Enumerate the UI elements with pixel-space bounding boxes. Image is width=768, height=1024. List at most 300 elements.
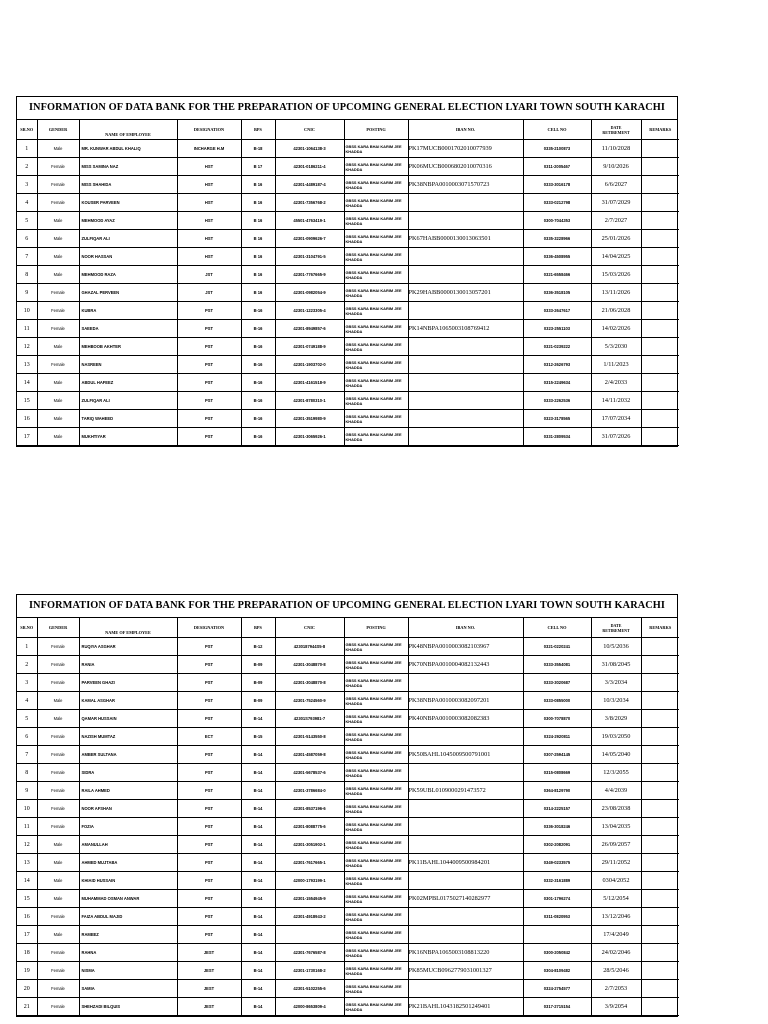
cell-remarks xyxy=(641,908,679,926)
cell-cnic: 42301-3104791-5 xyxy=(275,248,344,266)
cell-posting: GBSS KARA BHAI KARIM JEE KHADDA xyxy=(344,320,408,338)
cell-cnic: 42301-8780310-1 xyxy=(275,392,344,410)
cell-employee-name: MEHBOOB AKHTER xyxy=(79,338,177,356)
table-row xyxy=(17,782,679,800)
cell-bps: B-14 xyxy=(241,908,275,926)
table-row xyxy=(17,248,679,266)
cell-posting: GBSS KARA BHAI KARIM JEE KHADDA xyxy=(344,944,408,962)
cell-posting: GBSS KARA BHAI KARIM JEE KHADDA xyxy=(344,908,408,926)
table-row xyxy=(17,320,679,338)
cell-remarks xyxy=(641,746,679,764)
cell-employee-name: RUQIYA ASGHAR xyxy=(79,638,177,656)
cell-bps: B 16 xyxy=(241,194,275,212)
cell-retirement-date: 9/10/2026 xyxy=(591,158,641,176)
cell-phone: 0301-1796274 xyxy=(523,890,591,908)
cell-bps: B-12 xyxy=(241,638,275,656)
cell-retirement-date: 19/03/2050 xyxy=(591,728,641,746)
table-row xyxy=(17,926,679,944)
header-name: NAME OF EMPLOYEE xyxy=(79,618,177,638)
cell-cnic: 42301-3048870-8 xyxy=(275,674,344,692)
cell-employee-name: NOOR HASSAN xyxy=(79,248,177,266)
cell-iban xyxy=(408,908,523,926)
cell-remarks xyxy=(641,944,679,962)
cell-designation: PST xyxy=(177,836,241,854)
cell-gender: Male xyxy=(37,266,79,284)
cell-remarks xyxy=(641,194,679,212)
cell-remarks xyxy=(641,302,679,320)
cell-retirement-date: 2/4/2033 xyxy=(591,374,641,392)
cell-employee-name: SAEEDA xyxy=(79,320,177,338)
cell-retirement-date: 14/04/2025 xyxy=(591,248,641,266)
cell-bps: B-14 xyxy=(241,926,275,944)
cell-cnic: 45501-4763419-1 xyxy=(275,212,344,230)
cell-employee-name: SIDRA xyxy=(79,764,177,782)
cell-posting: GBSS KARA BHAI KARIM JEE KHADDA xyxy=(344,638,408,656)
cell-designation: PST xyxy=(177,320,241,338)
cell-iban: PK21BAHL1043182501249401 xyxy=(408,998,523,1016)
cell-gender: Female xyxy=(37,980,79,998)
cell-posting: GBSS KARA BHAI KARIM JEE KHADDA xyxy=(344,374,408,392)
cell-sr-no: 14 xyxy=(17,872,37,890)
data-bank-table-2 xyxy=(16,594,678,1017)
cell-bps: B-14 xyxy=(241,800,275,818)
cell-iban xyxy=(408,764,523,782)
cell-iban xyxy=(408,338,523,356)
cell-designation: PST xyxy=(177,392,241,410)
cell-phone: 0302-2082091 xyxy=(523,836,591,854)
cell-bps: B-18 xyxy=(241,140,275,158)
header-cell: CELL NO xyxy=(523,618,591,638)
cell-cnic: 42301-7617665-1 xyxy=(275,854,344,872)
cell-cnic: 42301-0982054-9 xyxy=(275,284,344,302)
cell-gender: Female xyxy=(37,944,79,962)
cell-iban: PK11BAHL1044009500984201 xyxy=(408,854,523,872)
cell-posting: GBSS KARA BHAI KARIM JEE KHADDA xyxy=(344,176,408,194)
cell-posting: GBSS KARA BHAI KARIM JEE KHADDA xyxy=(344,140,408,158)
header-posting: POSTING xyxy=(344,618,408,638)
cell-phone: 0349-0233575 xyxy=(523,854,591,872)
cell-employee-name: FAIZA ABDUL MAJID xyxy=(79,908,177,926)
cell-gender: Male xyxy=(37,338,79,356)
cell-iban: PK29HABB0000130013057201 xyxy=(408,284,523,302)
cell-cnic: 42301-5143550-8 xyxy=(275,728,344,746)
cell-bps: B-16 xyxy=(241,392,275,410)
table-body xyxy=(17,140,679,446)
cell-designation: HST xyxy=(177,248,241,266)
cell-iban: PK85MUCB0962779031001327 xyxy=(408,962,523,980)
cell-designation: HST xyxy=(177,194,241,212)
header-remarks: REMARKS xyxy=(641,618,679,638)
cell-gender: Female xyxy=(37,764,79,782)
cell-sr-no: 13 xyxy=(17,854,37,872)
cell-sr-no: 11 xyxy=(17,320,37,338)
cell-designation: PST xyxy=(177,854,241,872)
cell-sr-no: 12 xyxy=(17,836,37,854)
cell-employee-name: NASREEN xyxy=(79,356,177,374)
cell-cnic: 42301-1554945-9 xyxy=(275,890,344,908)
table-row xyxy=(17,872,679,890)
cell-phone: 0311-2005467 xyxy=(523,158,591,176)
cell-cnic: 42301-1903702-0 xyxy=(275,356,344,374)
cell-iban xyxy=(408,728,523,746)
cell-gender: Female xyxy=(37,728,79,746)
cell-cnic: 42301-7676587-8 xyxy=(275,944,344,962)
cell-gender: Male xyxy=(37,926,79,944)
table-row xyxy=(17,266,679,284)
cell-gender: Male xyxy=(37,374,79,392)
cell-posting: GBSS KARA BHAI KARIM JEE KHADDA xyxy=(344,194,408,212)
cell-designation: JST xyxy=(177,284,241,302)
cell-phone: 0300-7044353 xyxy=(523,212,591,230)
header-name: NAME OF EMPLOYEE xyxy=(79,120,177,140)
cell-sr-no: 2 xyxy=(17,158,37,176)
cell-gender: Female xyxy=(37,158,79,176)
cell-gender: Female xyxy=(37,638,79,656)
header-row xyxy=(17,120,679,140)
cell-bps: B-14 xyxy=(241,890,275,908)
cell-cnic: 4230187944S5-8 xyxy=(275,638,344,656)
cell-posting: GBSS KARA BHAI KARIM JEE KHADDA xyxy=(344,338,408,356)
cell-phone: 0315-0808669 xyxy=(523,764,591,782)
table-row xyxy=(17,140,679,158)
table-row xyxy=(17,890,679,908)
cell-phone: 0317-2715154 xyxy=(523,998,591,1016)
cell-cnic: 42000-1793199-1 xyxy=(275,872,344,890)
cell-remarks xyxy=(641,266,679,284)
cell-cnic: 42301-4918943-2 xyxy=(275,908,344,926)
cell-cnic: 42301-4161518-9 xyxy=(275,374,344,392)
table-row xyxy=(17,836,679,854)
cell-gender: Female xyxy=(37,998,79,1016)
cell-bps: B-14 xyxy=(241,836,275,854)
cell-employee-name: RAHNA xyxy=(79,944,177,962)
cell-designation: JEST xyxy=(177,962,241,980)
cell-sr-no: 17 xyxy=(17,926,37,944)
cell-phone: 0312-2626793 xyxy=(523,356,591,374)
cell-retirement-date: 15/03/2026 xyxy=(591,266,641,284)
cell-designation: INCHARGE H.M xyxy=(177,140,241,158)
cell-cnic: 42301-7767665-9 xyxy=(275,266,344,284)
cell-iban xyxy=(408,980,523,998)
cell-cnic: 42301-3051902-1 xyxy=(275,836,344,854)
table-row xyxy=(17,176,679,194)
cell-bps: B-14 xyxy=(241,980,275,998)
cell-employee-name: NAZISH MUMTAZ xyxy=(79,728,177,746)
cell-remarks xyxy=(641,158,679,176)
cell-remarks xyxy=(641,782,679,800)
cell-posting: GBSS KARA BHAI KARIM JEE KHADDA xyxy=(344,782,408,800)
cell-retirement-date: 25/01/2026 xyxy=(591,230,641,248)
cell-remarks xyxy=(641,176,679,194)
data-bank-table-1 xyxy=(16,96,678,447)
table-row xyxy=(17,230,679,248)
cell-iban xyxy=(408,818,523,836)
cell-retirement-date: 6/6/2027 xyxy=(591,176,641,194)
cell-sr-no: 20 xyxy=(17,980,37,998)
cell-bps: B-14 xyxy=(241,818,275,836)
cell-sr-no: 14 xyxy=(17,374,37,392)
header-sr: SR.NO xyxy=(17,618,37,638)
header-row xyxy=(17,618,679,638)
cell-sr-no: 5 xyxy=(17,710,37,728)
cell-iban xyxy=(408,248,523,266)
cell-retirement-date: 1/11/2023 xyxy=(591,356,641,374)
cell-retirement-date: 21/06/2028 xyxy=(591,302,641,320)
cell-iban xyxy=(408,374,523,392)
cell-posting: GBSS KARA BHAI KARIM JEE KHADDA xyxy=(344,212,408,230)
cell-cnic: 42301-5102255-6 xyxy=(275,980,344,998)
cell-bps: B-14 xyxy=(241,944,275,962)
cell-gender: Female xyxy=(37,674,79,692)
cell-phone: 0300-7078870 xyxy=(523,710,591,728)
cell-employee-name: MUHAMMAD OSMAN ANWAR xyxy=(79,890,177,908)
cell-cnic: 42301-1223305-4 xyxy=(275,302,344,320)
cell-retirement-date: 14/05/2040 xyxy=(591,746,641,764)
cell-employee-name: AMBER SULTANA xyxy=(79,746,177,764)
cell-designation: PST xyxy=(177,428,241,446)
cell-bps: B-14 xyxy=(241,764,275,782)
cell-phone: 0333-3020687 xyxy=(523,674,591,692)
cell-bps: B 16 xyxy=(241,212,275,230)
cell-employee-name: SHEHZADI BILQUIS xyxy=(79,998,177,1016)
table-row xyxy=(17,158,679,176)
table-row xyxy=(17,284,679,302)
cell-sr-no: 6 xyxy=(17,230,37,248)
cell-employee-name: MISS SHAHIDA xyxy=(79,176,177,194)
cell-phone: 0336-3018246 xyxy=(523,818,591,836)
cell-cnic: 42301-8537196-6 xyxy=(275,800,344,818)
header-designation: DESIGNATION xyxy=(177,618,241,638)
cell-employee-name: MEHMOOD RAZA xyxy=(79,266,177,284)
table-row xyxy=(17,962,679,980)
cell-employee-name: KUBRA xyxy=(79,302,177,320)
cell-phone: 0315-2249634 xyxy=(523,374,591,392)
cell-bps: B-14 xyxy=(241,782,275,800)
cell-gender: Male xyxy=(37,872,79,890)
table-row xyxy=(17,728,679,746)
table-row xyxy=(17,338,679,356)
cell-bps: B-16 xyxy=(241,356,275,374)
cell-designation: HST xyxy=(177,176,241,194)
cell-bps: B-16 xyxy=(241,428,275,446)
cell-sr-no: 18 xyxy=(17,944,37,962)
cell-iban xyxy=(408,674,523,692)
table-row xyxy=(17,692,679,710)
cell-posting: GBSS KARA BHAI KARIM JEE KHADDA xyxy=(344,302,408,320)
cell-sr-no: 3 xyxy=(17,176,37,194)
cell-designation: JST xyxy=(177,266,241,284)
cell-retirement-date: 26/09/2057 xyxy=(591,836,641,854)
cell-bps: B-16 xyxy=(241,338,275,356)
cell-bps: B 16 xyxy=(241,248,275,266)
header-iban: IBAN NO. xyxy=(408,618,523,638)
cell-sr-no: 6 xyxy=(17,728,37,746)
cell-remarks xyxy=(641,728,679,746)
cell-bps: B-15 xyxy=(241,728,275,746)
cell-retirement-date: 13/04/2035 xyxy=(591,818,641,836)
cell-iban: PK67HABB0000130013063501 xyxy=(408,230,523,248)
cell-iban: PK48NBPA0010003082103967 xyxy=(408,638,523,656)
cell-gender: Male xyxy=(37,692,79,710)
cell-retirement-date: 3/9/2054 xyxy=(591,998,641,1016)
header-cnic: CNIC xyxy=(275,120,344,140)
cell-phone: 0311-0820953 xyxy=(523,908,591,926)
cell-sr-no: 7 xyxy=(17,746,37,764)
cell-designation: PST xyxy=(177,872,241,890)
cell-iban: PK06MUCB0006802010070316 xyxy=(408,158,523,176)
table-row xyxy=(17,944,679,962)
cell-remarks xyxy=(641,692,679,710)
cell-iban xyxy=(408,212,523,230)
cell-employee-name: KHIAID HUSSAIN xyxy=(79,872,177,890)
cell-employee-name: ZULFIQAR ALI xyxy=(79,230,177,248)
cell-employee-name: AMANULLAH xyxy=(79,836,177,854)
cell-bps: B-14 xyxy=(241,998,275,1016)
cell-posting: GBSS KARA BHAI KARIM JEE KHADDA xyxy=(344,728,408,746)
header-remarks: REMARKS xyxy=(641,120,679,140)
cell-retirement-date: 28/5/2046 xyxy=(591,962,641,980)
cell-designation: HST xyxy=(177,158,241,176)
cell-gender: Female xyxy=(37,302,79,320)
cell-employee-name: AHMED MUJTABA xyxy=(79,854,177,872)
cell-phone: 0333-3016178 xyxy=(523,176,591,194)
cell-cnic: 42301-3786684-0 xyxy=(275,782,344,800)
cell-phone: 0336-4508955 xyxy=(523,248,591,266)
cell-employee-name: MISS SAMINA NAZ xyxy=(79,158,177,176)
cell-cnic: 42301-1730168-2 xyxy=(275,962,344,980)
cell-remarks xyxy=(641,710,679,728)
cell-posting: GBSS KARA BHAI KARIM JEE KHADDA xyxy=(344,926,408,944)
cell-bps: B 16 xyxy=(241,284,275,302)
cell-remarks xyxy=(641,764,679,782)
cell-designation: JEST xyxy=(177,980,241,998)
cell-iban: PK38NBPA0010003071570723 xyxy=(408,176,523,194)
cell-phone: 0323-3178565 xyxy=(523,410,591,428)
employee-table xyxy=(17,120,679,446)
cell-gender: Male xyxy=(37,212,79,230)
cell-posting: GBSS KARA BHAI KARIM JEE KHADDA xyxy=(344,854,408,872)
cell-sr-no: 10 xyxy=(17,302,37,320)
table-row xyxy=(17,428,679,446)
cell-employee-name: PARVEEN GHAZI xyxy=(79,674,177,692)
cell-retirement-date: 12/3/2055 xyxy=(591,764,641,782)
cell-remarks xyxy=(641,410,679,428)
header-cnic: CNIC xyxy=(275,618,344,638)
cell-bps: B 17 xyxy=(241,158,275,176)
cell-phone: 0304-8109482 xyxy=(523,962,591,980)
cell-gender: Female xyxy=(37,746,79,764)
cell-iban: PK14NBPA1065003108769412 xyxy=(408,320,523,338)
cell-retirement-date: 31/07/2029 xyxy=(591,194,641,212)
cell-remarks xyxy=(641,638,679,656)
cell-sr-no: 13 xyxy=(17,356,37,374)
cell-bps: B-09 xyxy=(241,692,275,710)
table-row xyxy=(17,980,679,998)
cell-iban: PK38NBPA0010003082097201 xyxy=(408,692,523,710)
header-date-line2: RETIREMENT xyxy=(602,129,630,135)
cell-employee-name: ABDUL HAFEEZ xyxy=(79,374,177,392)
cell-phone: 0321-0239222 xyxy=(523,338,591,356)
cell-sr-no: 15 xyxy=(17,392,37,410)
cell-remarks xyxy=(641,212,679,230)
cell-sr-no: 2 xyxy=(17,656,37,674)
cell-cnic: 42301-8088775-6 xyxy=(275,818,344,836)
cell-sr-no: 1 xyxy=(17,140,37,158)
cell-sr-no: 1 xyxy=(17,638,37,656)
cell-sr-no: 12 xyxy=(17,338,37,356)
cell-retirement-date: 14/11/2032 xyxy=(591,392,641,410)
cell-cnic: 42301-7356768-2 xyxy=(275,194,344,212)
cell-designation: PST xyxy=(177,800,241,818)
header-bps: BPS xyxy=(241,120,275,140)
cell-remarks xyxy=(641,392,679,410)
cell-posting: GBSS KARA BHAI KARIM JEE KHADDA xyxy=(344,818,408,836)
cell-designation: PST xyxy=(177,656,241,674)
cell-phone: 0321-6558466 xyxy=(523,266,591,284)
cell-remarks xyxy=(641,836,679,854)
table-row xyxy=(17,392,679,410)
cell-remarks xyxy=(641,356,679,374)
cell-retirement-date: 3/3/2034 xyxy=(591,674,641,692)
cell-bps: B 16 xyxy=(241,266,275,284)
cell-gender: Female xyxy=(37,782,79,800)
cell-gender: Male xyxy=(37,428,79,446)
cell-bps: B-09 xyxy=(241,674,275,692)
cell-retirement-date: 10/3/2034 xyxy=(591,692,641,710)
cell-posting: GBSS KARA BHAI KARIM JEE KHADDA xyxy=(344,872,408,890)
cell-posting: GBSS KARA BHAI KARIM JEE KHADDA xyxy=(344,692,408,710)
table-row xyxy=(17,818,679,836)
cell-posting: GBSS KARA BHAI KARIM JEE KHADDA xyxy=(344,248,408,266)
cell-bps: B-14 xyxy=(241,746,275,764)
header-cell: CELL NO xyxy=(523,120,591,140)
cell-posting: GBSS KARA BHAI KARIM JEE KHADDA xyxy=(344,674,408,692)
cell-bps: B-14 xyxy=(241,962,275,980)
cell-posting: GBSS KARA BHAI KARIM JEE KHADDA xyxy=(344,410,408,428)
cell-cnic: 42301-3519980-9 xyxy=(275,410,344,428)
cell-designation: PST xyxy=(177,374,241,392)
cell-posting: GBSS KARA BHAI KARIM JEE KHADDA xyxy=(344,656,408,674)
cell-remarks xyxy=(641,674,679,692)
cell-cnic: 42301-1064138-3 xyxy=(275,140,344,158)
cell-gender: Male xyxy=(37,710,79,728)
cell-phone: 0300-2050842 xyxy=(523,944,591,962)
cell-gender: Male xyxy=(37,410,79,428)
cell-posting: GBSS KARA BHAI KARIM JEE KHADDA xyxy=(344,392,408,410)
cell-designation: PST xyxy=(177,710,241,728)
cell-employee-name: RAMEEZ xyxy=(79,926,177,944)
cell-designation: PST xyxy=(177,692,241,710)
cell-employee-name: SAMIA xyxy=(79,980,177,998)
table-row xyxy=(17,638,679,656)
table-title: INFORMATION OF DATA BANK FOR THE PREPARATION OF UPCOMING GENERAL ELECTION LYARI TOWN SOUTH KARACHI xyxy=(17,97,677,120)
cell-posting: GBSS KARA BHAI KARIM JEE KHADDA xyxy=(344,998,408,1016)
employee-table xyxy=(17,618,679,1016)
cell-bps: B 16 xyxy=(241,230,275,248)
table-row xyxy=(17,410,679,428)
cell-retirement-date: 24/02/2046 xyxy=(591,944,641,962)
cell-posting: GBSS KARA BHAI KARIM JEE KHADDA xyxy=(344,836,408,854)
cell-sr-no: 9 xyxy=(17,782,37,800)
cell-retirement-date: 14/02/2026 xyxy=(591,320,641,338)
cell-retirement-date: 17/07/2034 xyxy=(591,410,641,428)
cell-sr-no: 8 xyxy=(17,266,37,284)
cell-cnic: 42301-0909626-7 xyxy=(275,230,344,248)
cell-posting: GBSS KARA BHAI KARIM JEE KHADDA xyxy=(344,284,408,302)
cell-phone: 0321-0220241 xyxy=(523,638,591,656)
cell-gender: Female xyxy=(37,800,79,818)
cell-designation: PST xyxy=(177,674,241,692)
